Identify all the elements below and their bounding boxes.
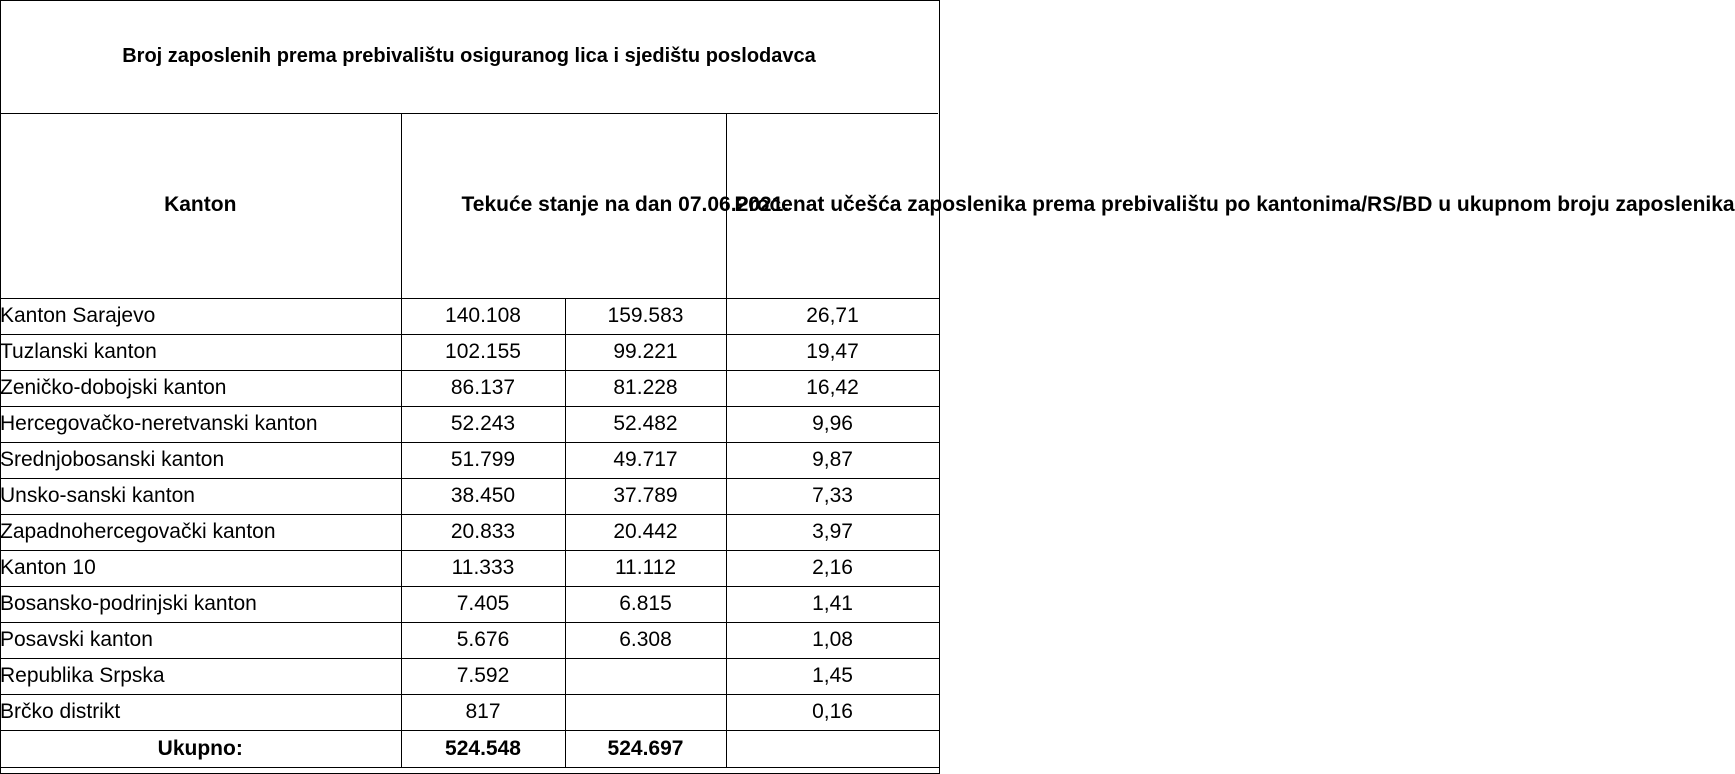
row-name: Kanton 10 (0, 550, 401, 586)
total-value-2: 524.697 (565, 730, 726, 767)
row-name: Bosansko-podrinjski kanton (0, 586, 401, 622)
row-value-1: 5.676 (401, 622, 565, 658)
row-percent: 3,97 (726, 514, 939, 550)
row-value-1: 102.155 (401, 334, 565, 370)
row-value-2: 99.221 (565, 334, 726, 370)
row-name: Tuzlanski kanton (0, 334, 401, 370)
row-name: Posavski kanton (0, 622, 401, 658)
row-value-1: 51.799 (401, 442, 565, 478)
row-value-1: 86.137 (401, 370, 565, 406)
row-value-1: 38.450 (401, 478, 565, 514)
row-value-2: 6.815 (565, 586, 726, 622)
row-value-2 (565, 658, 726, 694)
table-row (0, 586, 939, 622)
row-percent: 7,33 (726, 478, 939, 514)
table-row (0, 514, 939, 550)
row-name: Kanton Sarajevo (0, 298, 401, 334)
row-percent: 9,87 (726, 442, 939, 478)
total-row (0, 730, 939, 767)
table-row (0, 370, 939, 406)
header-procenat: Procenat učešća zaposlenika prema prebivalištu po kantonima/RS/BD u ukupnom broju zaposlenika (726, 113, 939, 298)
row-name: Hercegovačko-neretvanski kanton (0, 406, 401, 442)
row-value-2: 20.442 (565, 514, 726, 550)
header-row (0, 113, 939, 298)
total-value-1: 524.548 (401, 730, 565, 767)
table-row (0, 406, 939, 442)
row-percent: 1,41 (726, 586, 939, 622)
row-value-2: 11.112 (565, 550, 726, 586)
header-tekuce-stanje: Tekuće stanje na dan 07.06.2021. (401, 113, 726, 298)
row-percent: 9,96 (726, 406, 939, 442)
total-percent (726, 730, 939, 767)
row-percent: 1,08 (726, 622, 939, 658)
row-name: Unsko-sanski kanton (0, 478, 401, 514)
table-row (0, 442, 939, 478)
row-percent: 0,16 (726, 694, 939, 730)
row-name: Srednjobosanski kanton (0, 442, 401, 478)
table-row (0, 334, 939, 370)
row-value-1: 52.243 (401, 406, 565, 442)
row-value-2: 49.717 (565, 442, 726, 478)
table-row (0, 298, 939, 334)
row-percent: 16,42 (726, 370, 939, 406)
table-body (0, 298, 939, 730)
title-box (0, 0, 938, 114)
row-value-2: 37.789 (565, 478, 726, 514)
row-name: Brčko distrikt (0, 694, 401, 730)
row-value-2: 52.482 (565, 406, 726, 442)
table-row (0, 550, 939, 586)
row-percent: 19,47 (726, 334, 939, 370)
table-row (0, 658, 939, 694)
row-value-2: 81.228 (565, 370, 726, 406)
row-value-1: 7.592 (401, 658, 565, 694)
table-title: Broj zaposlenih prema prebivalištu osiguranog lica i sjedištu poslodavca (122, 45, 816, 67)
row-percent: 26,71 (726, 298, 939, 334)
row-percent: 2,16 (726, 550, 939, 586)
total-label: Ukupno: (0, 730, 401, 767)
table-row (0, 622, 939, 658)
row-name: Republika Srpska (0, 658, 401, 694)
row-value-1: 7.405 (401, 586, 565, 622)
row-value-2: 6.308 (565, 622, 726, 658)
row-value-1: 817 (401, 694, 565, 730)
row-percent: 1,45 (726, 658, 939, 694)
row-name: Zeničko-dobojski kanton (0, 370, 401, 406)
row-value-2 (565, 694, 726, 730)
table-row (0, 694, 939, 730)
row-value-1: 11.333 (401, 550, 565, 586)
row-value-1: 20.833 (401, 514, 565, 550)
row-value-1: 140.108 (401, 298, 565, 334)
row-value-2: 159.583 (565, 298, 726, 334)
table-row (0, 478, 939, 514)
row-name: Zapadnohercegovački kanton (0, 514, 401, 550)
header-kanton: Kanton (0, 113, 401, 298)
employment-table (0, 113, 1735, 768)
